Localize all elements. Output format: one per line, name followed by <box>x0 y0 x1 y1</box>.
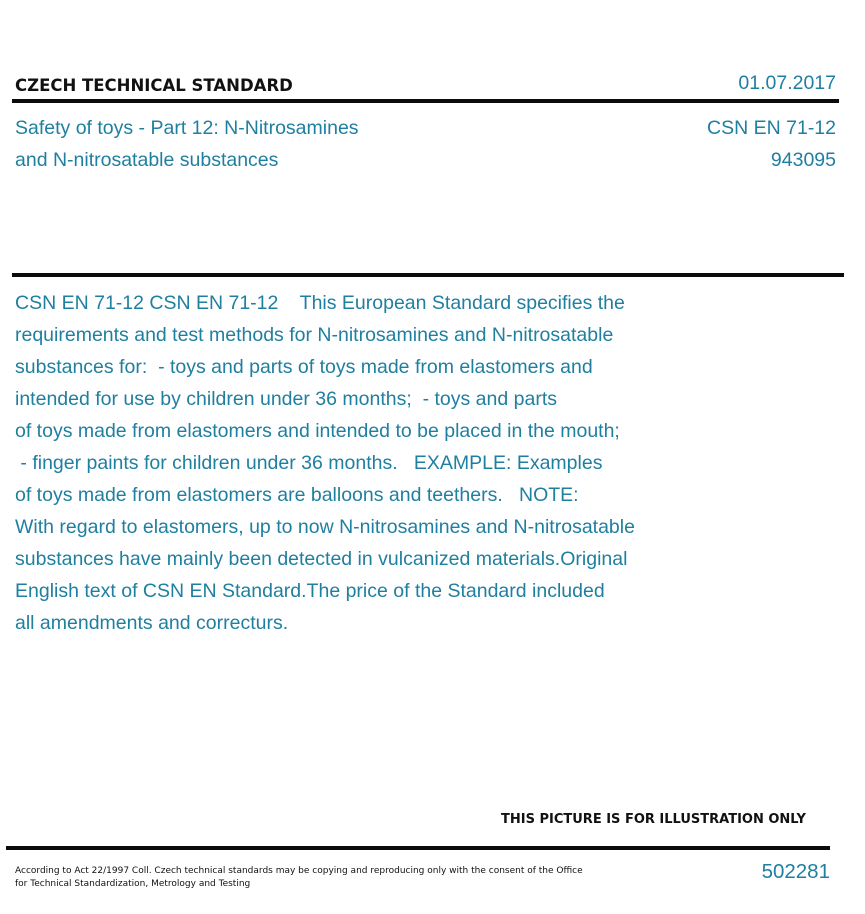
abstract-line: substances have mainly been detected in vulcanized materials.Original <box>15 548 628 570</box>
standard-title-line-1: Safety of toys - Part 12: N-Nitrosamines <box>15 117 359 139</box>
header-divider <box>12 99 839 103</box>
abstract-line: of toys made from elastomers and intended to be placed in the mouth; <box>15 420 620 442</box>
legal-notice <box>15 865 615 891</box>
abstract-line: intended for use by children under 36 months; - toys and parts <box>15 388 557 410</box>
document-type-label: CZECH TECHNICAL STANDARD <box>15 76 293 95</box>
class-number: 943095 <box>770 149 836 171</box>
publication-date: 01.07.2017 <box>738 72 836 94</box>
legal-notice-line-2: for Technical Standardization, Metrology and Testing <box>15 879 251 889</box>
abstract-line: of toys made from elastomers are balloons and teethers. NOTE: <box>15 484 579 506</box>
footer-divider <box>6 846 830 850</box>
abstract-text <box>15 287 715 639</box>
legal-notice-line-1: According to Act 22/1997 Coll. Czech technical standards may be copying and reproducing only with the consent of the Office <box>15 866 583 876</box>
abstract-line: requirements and test methods for N-nitrosamines and N-nitrosatable <box>15 324 614 346</box>
standard-title-line-2: and N-nitrosatable substances <box>15 149 279 171</box>
abstract-line: substances for: - toys and parts of toys made from elastomers and <box>15 356 593 378</box>
abstract-line: With regard to elastomers, up to now N-nitrosamines and N-nitrosatable <box>15 516 635 538</box>
abstract-line: CSN EN 71-12 CSN EN 71-12 This European Standard specifies the <box>15 292 625 314</box>
abstract-line: - finger paints for children under 36 months. EXAMPLE: Examples <box>15 452 603 474</box>
abstract-line: all amendments and correcturs. <box>15 612 289 634</box>
catalog-number: 502281 <box>761 860 830 883</box>
illustration-note: THIS PICTURE IS FOR ILLUSTRATION ONLY <box>501 812 806 827</box>
standard-code: CSN EN 71-12 <box>707 117 836 139</box>
abstract-line: English text of CSN EN Standard.The price of the Standard included <box>15 580 605 602</box>
title-divider <box>12 273 844 277</box>
